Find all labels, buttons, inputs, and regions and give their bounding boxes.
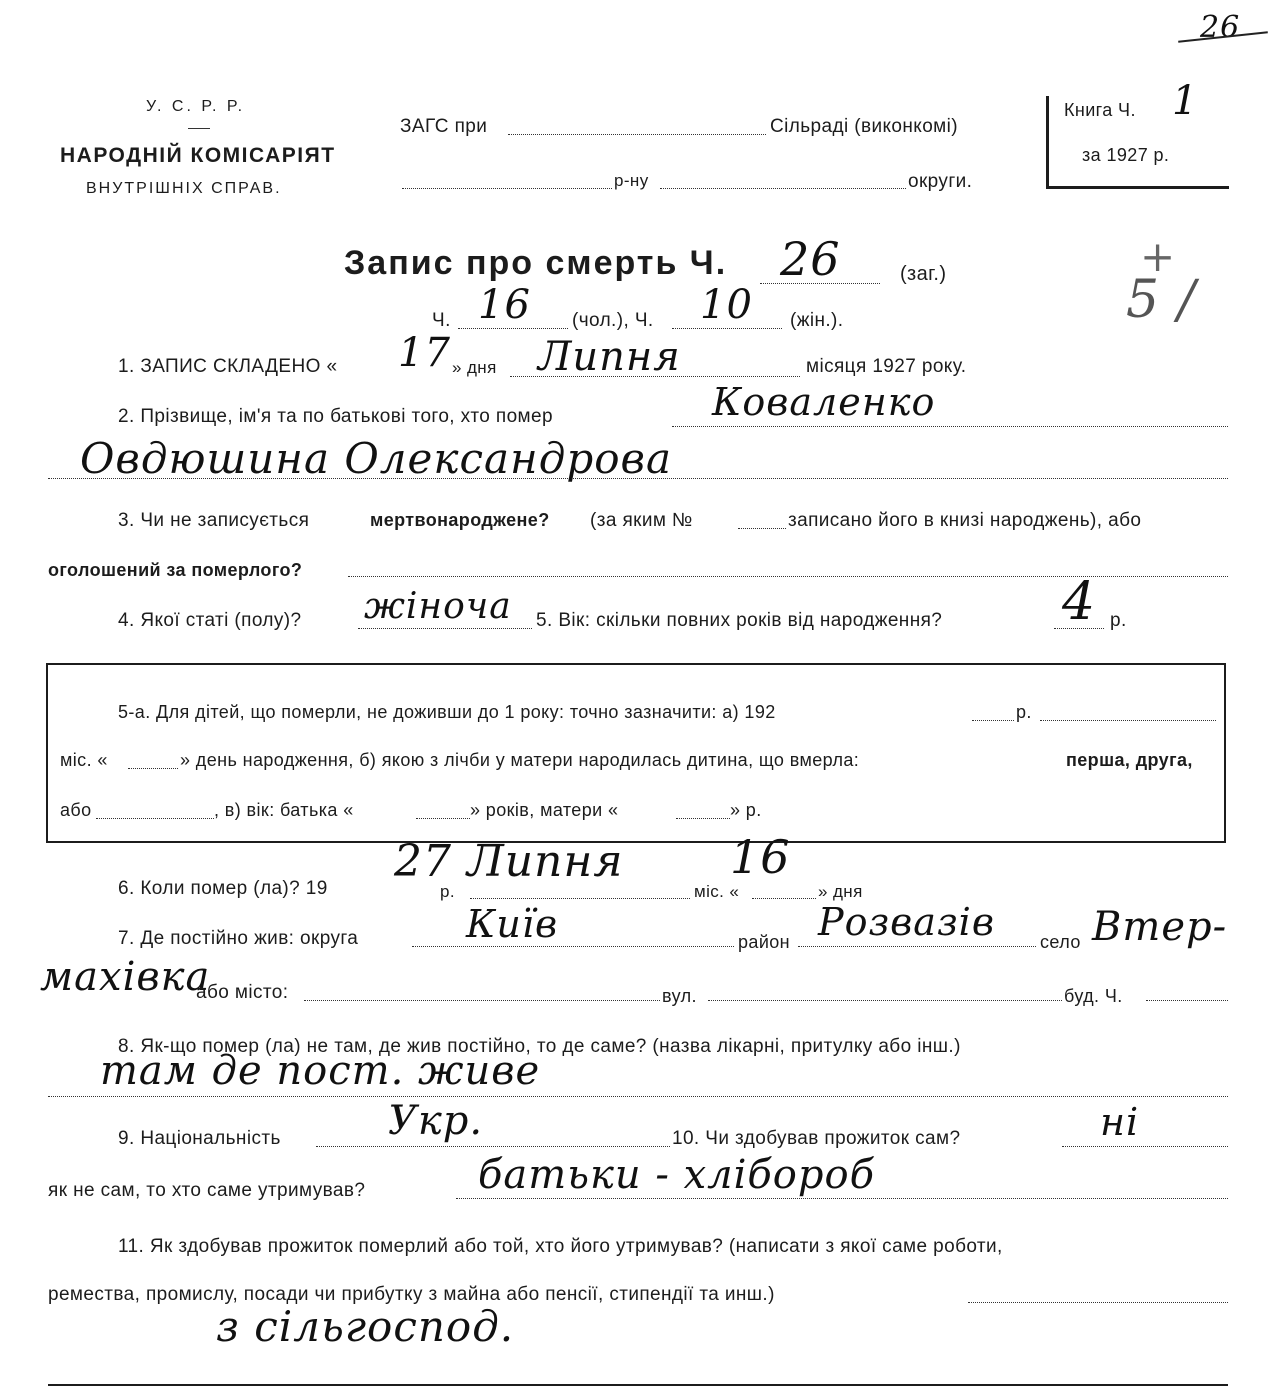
book-year: за 1927 р.	[1082, 145, 1170, 165]
item7-okruga-field[interactable]	[412, 946, 734, 947]
item2-surname: Коваленко	[712, 380, 936, 424]
item6-label: 6. Коли помер (ла)? 19	[118, 878, 328, 899]
item6-day-field[interactable]	[752, 898, 816, 899]
item10-field[interactable]	[1062, 1146, 1228, 1147]
item3-text-d: записано його в книзі народжень), або	[788, 510, 1142, 531]
item7-okruga: Київ	[466, 902, 559, 946]
item7-rayon-field[interactable]	[798, 946, 1036, 947]
item1-suffix: місяця 1927 року.	[806, 356, 967, 377]
item3-text-a: 3. Чи не записується	[118, 510, 310, 531]
header-internal-affairs: ВНУТРІШНІХ СПРАВ.	[86, 180, 282, 197]
item7-bud-field[interactable]	[1146, 1000, 1228, 1001]
item5a-line3b: , в) вік: батька «	[214, 800, 354, 820]
zags-field[interactable]	[508, 134, 766, 135]
item11-line1: 11. Як здобував прожиток померлий або той, хто його утримував? (написати з якої саме роботи,	[118, 1236, 1003, 1257]
item7-bud-label: буд. Ч.	[1064, 986, 1123, 1006]
item3-text-e: оголошений за померлого?	[48, 560, 303, 580]
item11-line2: ремества, промислу, посади чи прибутку з майна або пенсії, стипендії та инш.)	[48, 1284, 775, 1305]
item11-value: з сільгоспод.	[216, 1302, 515, 1351]
item5a-year-tail-field[interactable]	[1040, 720, 1216, 721]
margin-note-number: 5 /	[1126, 270, 1197, 330]
item8-field[interactable]	[48, 1096, 1228, 1097]
book-label: Книга Ч.	[1064, 100, 1136, 120]
item5-value: 4	[1062, 572, 1097, 632]
item6-dnya: » дня	[818, 882, 863, 901]
item5a-line1b: р.	[1016, 702, 1032, 722]
zhin-label: (жін.).	[790, 310, 844, 331]
okrugy-label: округи.	[908, 171, 973, 192]
item10b-value: батьки - хлібороб	[478, 1152, 875, 1198]
item7-selo-cont: махівка	[40, 954, 211, 1000]
item8-label: 8. Як-що помер (ла) не там, де жив постійно, то де саме? (назва лікарні, притулку або інш.)	[118, 1036, 961, 1057]
item10-value: ні	[1100, 1100, 1140, 1144]
item6-month: 27 Липня	[394, 836, 624, 887]
item5a-line3a: або	[60, 800, 92, 820]
corner-number: 26	[1200, 10, 1241, 45]
item7-selo-label: село	[1040, 932, 1081, 952]
item6-day: 16	[730, 830, 791, 884]
item6-mis: міс. «	[694, 882, 740, 901]
header-ussr: У. С. Р. Р.	[146, 98, 246, 115]
item8-value: там де пост. живе	[100, 1048, 541, 1094]
item5a-month-field[interactable]	[128, 768, 178, 769]
okrugy-field[interactable]	[660, 188, 906, 189]
item6-p: р.	[440, 882, 455, 901]
chol-label: (чол.), Ч.	[572, 310, 654, 331]
item5a-year-field[interactable]	[972, 720, 1014, 721]
male-count: 16	[478, 282, 531, 328]
item1-prefix: 1. ЗАПИС СКЛАДЕНО «	[118, 356, 338, 377]
record-title: Запис про смерть Ч.	[344, 244, 728, 282]
item4-field[interactable]	[358, 628, 532, 629]
item1-month: Липня	[538, 334, 681, 380]
item5a-line2a: міс. «	[60, 750, 108, 770]
item5a-mother-age-field[interactable]	[676, 818, 730, 819]
item10b-label: як не сам, то хто саме утримував?	[48, 1180, 366, 1201]
item7-rayon-label: район	[738, 932, 791, 952]
item7-misto-field[interactable]	[304, 1000, 660, 1001]
item5a-line2c: перша, друга,	[1066, 750, 1193, 770]
item1-mid: » дня	[452, 358, 497, 377]
item5a-line2b: » день народження, б) якою з лічби у матери народилась дитина, що вмерла:	[180, 750, 860, 770]
item10b-field[interactable]	[456, 1198, 1228, 1199]
item9-value: Укр.	[388, 1098, 484, 1144]
item5a-order-field[interactable]	[96, 818, 214, 819]
rnu-label: р-ну	[614, 171, 649, 190]
rnu-field[interactable]	[402, 188, 612, 189]
item2-label: 2. Прізвище, ім'я та по батькові того, хто помер	[118, 406, 553, 427]
item2-surname-field[interactable]	[672, 426, 1228, 427]
item7-vul-field[interactable]	[708, 1000, 1062, 1001]
item5-label: 5. Вік: скільки повних років від народження?	[536, 610, 943, 631]
item10-label: 10. Чи здобував прожиток сам?	[672, 1128, 961, 1149]
item3-text-b: мертвонароджене?	[370, 510, 550, 530]
item11-field[interactable]	[968, 1302, 1228, 1303]
book-number: 1	[1172, 78, 1199, 124]
item3-number-field[interactable]	[738, 528, 786, 529]
item9-label: 9. Національність	[118, 1128, 281, 1149]
item7-vul-label: вул.	[662, 986, 697, 1006]
zags-label: ЗАГС при	[400, 116, 488, 137]
record-zag: (заг.)	[900, 263, 947, 285]
bottom-rule	[48, 1384, 1228, 1386]
item5a-line1a: 5-а. Для дітей, що померли, не доживши до 1 року: точно зазначити: а) 192	[118, 702, 776, 722]
silradi-label: Сільраді (виконкомі)	[770, 116, 958, 137]
header-divider	[188, 128, 210, 129]
female-count-field[interactable]	[672, 328, 782, 329]
male-count-label: Ч.	[432, 310, 451, 331]
header-commissariat: НАРОДНІЙ КОМІСАРІЯТ	[60, 144, 336, 167]
item9-field[interactable]	[316, 1146, 670, 1147]
item5a-line3c: » років, матери «	[470, 800, 619, 820]
item5a-line3d: » р.	[730, 800, 762, 820]
item7-misto-label: або місто:	[196, 982, 289, 1003]
item4-label: 4. Якої статі (полу)?	[118, 610, 302, 631]
female-count: 10	[700, 282, 753, 328]
item5-suffix: р.	[1110, 610, 1127, 631]
record-number: 26	[780, 232, 841, 286]
margin-note-plus: +	[1140, 232, 1177, 281]
item6-date-field[interactable]	[470, 898, 690, 899]
item3-text-c: (за яким №	[590, 510, 693, 531]
item1-day: 17	[398, 330, 451, 376]
item7-label: 7. Де постійно жив: округа	[118, 928, 359, 949]
item5a-father-age-field[interactable]	[416, 818, 470, 819]
item4-value: жіноча	[364, 586, 512, 627]
male-count-field[interactable]	[458, 328, 568, 329]
item7-rayon: Розвазів	[818, 900, 995, 944]
item2-name: Овдюшина Олександрова	[80, 434, 672, 483]
item7-selo: Втер-	[1092, 904, 1228, 950]
